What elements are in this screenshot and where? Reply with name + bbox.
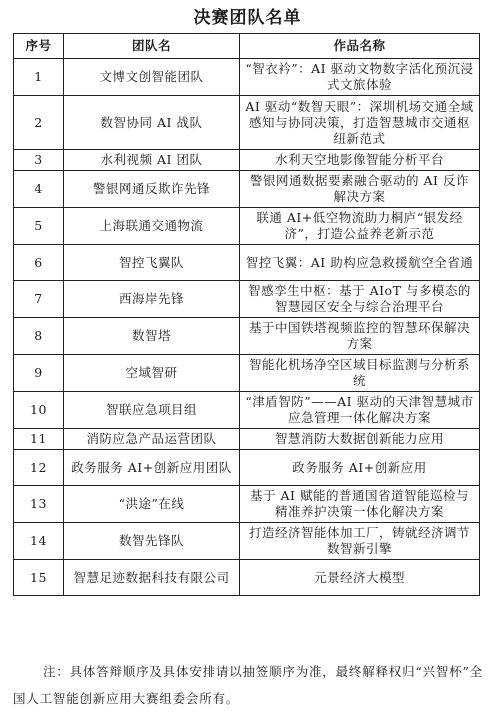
table-row — [14, 281, 480, 318]
cell-no: 4 — [14, 171, 64, 208]
cell-no: 15 — [14, 560, 64, 596]
cell-work: 打造经济智能体加工厂，铸就经济调节数智新引擎 — [240, 523, 480, 560]
footnote: 注：具体答辩顺序及具体安排请以抽签顺序为准，最终解释权归“兴智杯”全国人工智能创新应用大赛组委会所有。 — [13, 664, 483, 706]
table-row — [14, 429, 480, 450]
cell-no: 5 — [14, 208, 64, 245]
cell-work: 智感孪生中枢：基于 AIoT 与多模态的智慧园区安全与综合治理平台 — [240, 281, 480, 318]
cell-work: 政务服务 AI+创新应用 — [240, 450, 480, 486]
table-row — [14, 171, 480, 208]
cell-no: 2 — [14, 96, 64, 150]
cell-no: 7 — [14, 281, 64, 318]
cell-team: 智联应急项目组 — [64, 392, 240, 429]
cell-no: 10 — [14, 392, 64, 429]
table-row — [14, 355, 480, 392]
cell-team: 上海联通交通物流 — [64, 208, 240, 245]
cell-work: 智能化机场净空区域目标监测与分析系统 — [240, 355, 480, 392]
header-team: 团队名 — [64, 34, 240, 59]
table-body — [14, 59, 480, 596]
cell-work: 水利天空地影像智能分析平台 — [240, 150, 480, 171]
table-row — [14, 450, 480, 486]
table-row — [14, 486, 480, 523]
table-header-row — [14, 34, 480, 59]
table-row — [14, 59, 480, 96]
cell-work: 智控飞翼：AI 助构应急救援航空全省通 — [240, 245, 480, 281]
cell-team: 警银网通反欺诈先锋 — [64, 171, 240, 208]
cell-team: 智慧足迹数据科技有限公司 — [64, 560, 240, 596]
cell-no: 3 — [14, 150, 64, 171]
cell-team: 智控飞翼队 — [64, 245, 240, 281]
cell-team: “洪途”在线 — [64, 486, 240, 523]
cell-work: “智衣衿”：AI 驱动文物数字活化预沉浸式文旅体验 — [240, 59, 480, 96]
table-row — [14, 245, 480, 281]
cell-team: 水利视频 AI 团队 — [64, 150, 240, 171]
finalist-table — [13, 33, 480, 596]
cell-team: 空域智研 — [64, 355, 240, 392]
cell-no: 8 — [14, 318, 64, 355]
cell-work: 元景经济大模型 — [240, 560, 480, 596]
cell-work: 警银网通数据要素融合驱动的 AI 反诈解决方案 — [240, 171, 480, 208]
cell-team: 消防应急产品运营团队 — [64, 429, 240, 450]
header-work: 作品名称 — [240, 34, 480, 59]
cell-team: 数智塔 — [64, 318, 240, 355]
table-row — [14, 208, 480, 245]
table-row — [14, 318, 480, 355]
cell-work: 联通 AI+低空物流助力桐庐“银发经济”，打造公益养老新示范 — [240, 208, 480, 245]
cell-no: 6 — [14, 245, 64, 281]
cell-work: “津盾智防”——AI 驱动的天津智慧城市应急管理一体化解决方案 — [240, 392, 480, 429]
cell-team: 政务服务 AI+创新应用团队 — [64, 450, 240, 486]
table-row — [14, 523, 480, 560]
cell-work: 基于 AI 赋能的普通国省道智能巡检与精准养护决策一体化解决方案 — [240, 486, 480, 523]
table-row — [14, 560, 480, 596]
cell-team: 数智协同 AI 战队 — [64, 96, 240, 150]
cell-no: 9 — [14, 355, 64, 392]
cell-no: 13 — [14, 486, 64, 523]
cell-team: 西海岸先锋 — [64, 281, 240, 318]
page-title: 决赛团队名单 — [193, 8, 302, 28]
cell-no: 1 — [14, 59, 64, 96]
cell-work: AI 驱动“数智天眼”：深圳机场交通全域感知与协同决策，打造智慧城市交通枢纽新范式 — [240, 96, 480, 150]
cell-no: 11 — [14, 429, 64, 450]
table-row — [14, 392, 480, 429]
cell-no: 14 — [14, 523, 64, 560]
header-no: 序号 — [14, 34, 64, 59]
cell-work: 基于中国铁塔视频监控的智慧环保解决方案 — [240, 318, 480, 355]
table-row — [14, 96, 480, 150]
cell-team: 数智先锋队 — [64, 523, 240, 560]
cell-team: 文博文创智能团队 — [64, 59, 240, 96]
cell-work: 智慧消防大数据创新能力应用 — [240, 429, 480, 450]
table-row — [14, 150, 480, 171]
cell-no: 12 — [14, 450, 64, 486]
